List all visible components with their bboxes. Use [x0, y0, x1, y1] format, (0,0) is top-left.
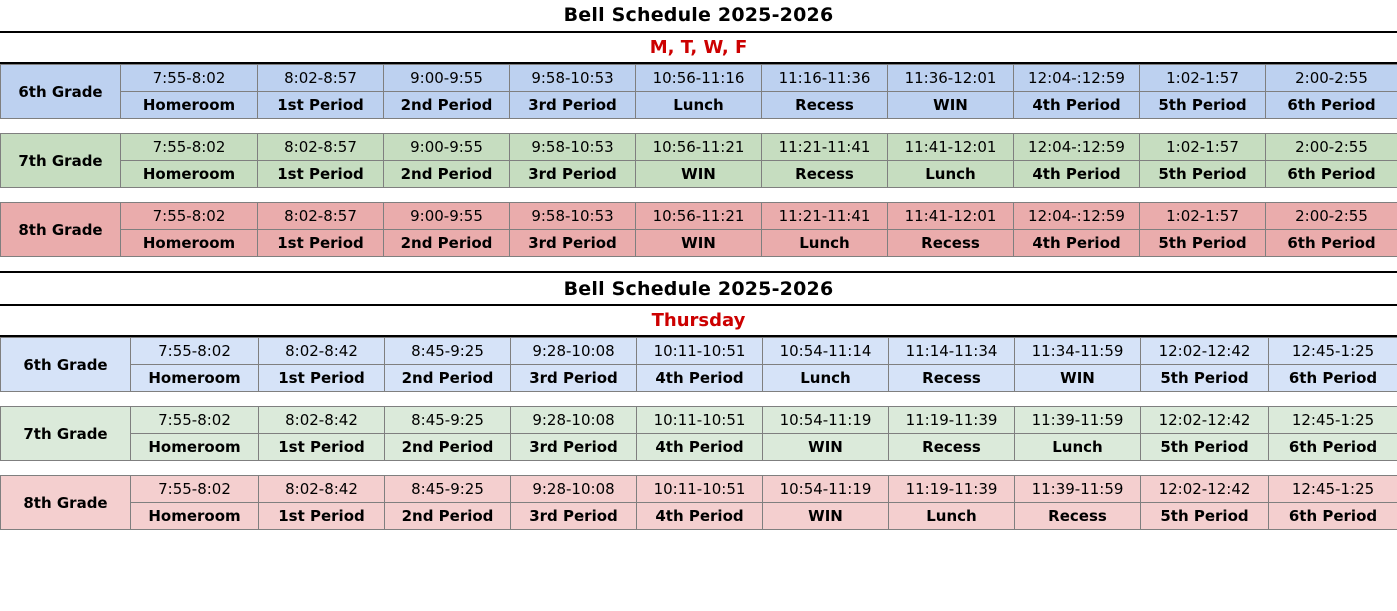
period-cell: 6th Period: [1269, 365, 1397, 392]
row-spacer: [1, 461, 1397, 476]
period-cell: Lunch: [636, 92, 762, 119]
time-cell: 9:00-9:55: [384, 65, 510, 92]
time-cell: 11:19-11:39: [889, 476, 1015, 503]
time-cell: 10:56-11:21: [636, 203, 762, 230]
time-cell: 7:55-8:02: [121, 134, 258, 161]
time-cell: 12:45-1:25: [1269, 407, 1397, 434]
page-title-1: Bell Schedule 2025-2026: [563, 4, 834, 26]
time-cell: 12:04-:12:59: [1014, 134, 1140, 161]
time-cell: 12:45-1:25: [1269, 476, 1397, 503]
period-cell: Homeroom: [131, 434, 259, 461]
time-cell: 8:02-8:42: [259, 338, 385, 365]
period-cell: Recess: [889, 365, 1015, 392]
time-cell: 1:02-1:57: [1140, 203, 1266, 230]
period-cell: WIN: [636, 161, 762, 188]
time-cell: 12:02-12:42: [1141, 476, 1269, 503]
period-cell: WIN: [636, 230, 762, 257]
time-cell: 9:58-10:53: [510, 65, 636, 92]
period-cell: WIN: [888, 92, 1014, 119]
time-cell: 11:41-12:01: [888, 203, 1014, 230]
period-cell: Homeroom: [121, 92, 258, 119]
time-cell: 9:58-10:53: [510, 134, 636, 161]
table-row: [1, 503, 1397, 530]
time-cell: 10:54-11:19: [763, 407, 889, 434]
period-cell: 4th Period: [637, 434, 763, 461]
table-row: [1, 230, 1397, 257]
period-cell: Recess: [762, 161, 888, 188]
time-cell: 1:02-1:57: [1140, 134, 1266, 161]
period-cell: Lunch: [888, 161, 1014, 188]
time-cell: 11:41-12:01: [888, 134, 1014, 161]
time-cell: 7:55-8:02: [121, 65, 258, 92]
table-row: [1, 65, 1397, 92]
time-cell: 9:58-10:53: [510, 203, 636, 230]
period-cell: 3rd Period: [510, 161, 636, 188]
time-cell: 12:45-1:25: [1269, 338, 1397, 365]
period-cell: 3rd Period: [510, 230, 636, 257]
time-cell: 12:02-12:42: [1141, 407, 1269, 434]
time-cell: 7:55-8:02: [121, 203, 258, 230]
period-cell: 3rd Period: [511, 434, 637, 461]
time-cell: 2:00-2:55: [1266, 203, 1397, 230]
period-cell: Recess: [762, 92, 888, 119]
period-cell: 2nd Period: [384, 230, 510, 257]
table-row: [1, 434, 1397, 461]
grade-label: 8th Grade: [1, 476, 131, 530]
schedule-table-1: [0, 64, 1397, 257]
table-row: [1, 161, 1397, 188]
period-cell: Lunch: [762, 230, 888, 257]
period-cell: WIN: [763, 503, 889, 530]
time-cell: 8:02-8:57: [258, 134, 384, 161]
time-cell: 9:28-10:08: [511, 338, 637, 365]
period-cell: 2nd Period: [385, 365, 511, 392]
time-cell: 8:45-9:25: [385, 338, 511, 365]
row-spacer: [1, 119, 1397, 134]
period-cell: Recess: [889, 434, 1015, 461]
period-cell: 5th Period: [1141, 365, 1269, 392]
period-cell: 2nd Period: [384, 92, 510, 119]
time-cell: 11:14-11:34: [889, 338, 1015, 365]
period-cell: 1st Period: [259, 365, 385, 392]
time-cell: 1:02-1:57: [1140, 65, 1266, 92]
period-cell: 3rd Period: [510, 92, 636, 119]
period-cell: 2nd Period: [385, 503, 511, 530]
period-cell: Lunch: [1015, 434, 1141, 461]
time-cell: 8:02-8:57: [258, 203, 384, 230]
grade-label: 6th Grade: [1, 338, 131, 392]
time-cell: 7:55-8:02: [131, 407, 259, 434]
period-cell: 6th Period: [1269, 434, 1397, 461]
table-row: [1, 338, 1397, 365]
period-cell: 6th Period: [1266, 92, 1397, 119]
time-cell: 11:39-11:59: [1015, 407, 1141, 434]
period-cell: 4th Period: [1014, 230, 1140, 257]
period-cell: 6th Period: [1266, 161, 1397, 188]
time-cell: 2:00-2:55: [1266, 65, 1397, 92]
period-cell: 3rd Period: [511, 503, 637, 530]
period-cell: Recess: [888, 230, 1014, 257]
time-cell: 9:00-9:55: [384, 203, 510, 230]
time-cell: 10:11-10:51: [637, 476, 763, 503]
period-cell: WIN: [763, 434, 889, 461]
period-cell: 6th Period: [1269, 503, 1397, 530]
schedule-section-2: [0, 273, 1397, 530]
period-cell: Homeroom: [121, 230, 258, 257]
time-cell: 9:28-10:08: [511, 407, 637, 434]
table-row: [1, 476, 1397, 503]
period-cell: WIN: [1015, 365, 1141, 392]
period-cell: 5th Period: [1141, 434, 1269, 461]
row-spacer: [1, 188, 1397, 203]
period-cell: Lunch: [763, 365, 889, 392]
period-cell: 2nd Period: [385, 434, 511, 461]
period-cell: Homeroom: [131, 503, 259, 530]
table-row: [1, 365, 1397, 392]
table-row: [1, 134, 1397, 161]
period-cell: 4th Period: [1014, 92, 1140, 119]
time-cell: 2:00-2:55: [1266, 134, 1397, 161]
period-cell: 5th Period: [1140, 92, 1266, 119]
time-cell: 9:00-9:55: [384, 134, 510, 161]
time-cell: 12:04-:12:59: [1014, 65, 1140, 92]
period-cell: Lunch: [889, 503, 1015, 530]
period-cell: 1st Period: [258, 92, 384, 119]
period-cell: 2nd Period: [384, 161, 510, 188]
time-cell: 11:21-11:41: [762, 203, 888, 230]
time-cell: 11:39-11:59: [1015, 476, 1141, 503]
grade-label: 7th Grade: [1, 407, 131, 461]
time-cell: 9:28-10:08: [511, 476, 637, 503]
time-cell: 11:21-11:41: [762, 134, 888, 161]
grade-label: 6th Grade: [1, 65, 121, 119]
period-cell: 1st Period: [259, 503, 385, 530]
time-cell: 8:45-9:25: [385, 476, 511, 503]
period-cell: 1st Period: [258, 230, 384, 257]
time-cell: 7:55-8:02: [131, 476, 259, 503]
schedule-section-1: [0, 0, 1397, 257]
time-cell: 10:54-11:19: [763, 476, 889, 503]
time-cell: 10:11-10:51: [637, 407, 763, 434]
period-cell: 1st Period: [258, 161, 384, 188]
grade-label: 7th Grade: [1, 134, 121, 188]
period-cell: 1st Period: [259, 434, 385, 461]
time-cell: 8:02-8:42: [259, 476, 385, 503]
time-cell: 10:56-11:16: [636, 65, 762, 92]
period-cell: 5th Period: [1140, 230, 1266, 257]
page-title-2: Bell Schedule 2025-2026: [563, 278, 834, 300]
time-cell: 10:56-11:21: [636, 134, 762, 161]
period-cell: 3rd Period: [511, 365, 637, 392]
row-spacer: [1, 392, 1397, 407]
period-cell: Recess: [1015, 503, 1141, 530]
schedule-table-2: [0, 337, 1397, 530]
time-cell: 8:45-9:25: [385, 407, 511, 434]
day-label-1: M, T, W, F: [649, 37, 748, 58]
time-cell: 11:36-12:01: [888, 65, 1014, 92]
time-cell: 12:04-:12:59: [1014, 203, 1140, 230]
time-cell: 7:55-8:02: [131, 338, 259, 365]
period-cell: 4th Period: [1014, 161, 1140, 188]
period-cell: 4th Period: [637, 365, 763, 392]
time-cell: 8:02-8:42: [259, 407, 385, 434]
period-cell: Homeroom: [131, 365, 259, 392]
grade-label: 8th Grade: [1, 203, 121, 257]
period-cell: Homeroom: [121, 161, 258, 188]
period-cell: 6th Period: [1266, 230, 1397, 257]
period-cell: 5th Period: [1141, 503, 1269, 530]
table-row: [1, 203, 1397, 230]
time-cell: 11:16-11:36: [762, 65, 888, 92]
time-cell: 11:19-11:39: [889, 407, 1015, 434]
day-label-2: Thursday: [651, 310, 746, 331]
period-cell: 5th Period: [1140, 161, 1266, 188]
period-cell: 4th Period: [637, 503, 763, 530]
time-cell: 8:02-8:57: [258, 65, 384, 92]
table-row: [1, 92, 1397, 119]
time-cell: 10:54-11:14: [763, 338, 889, 365]
time-cell: 10:11-10:51: [637, 338, 763, 365]
table-row: [1, 407, 1397, 434]
time-cell: 11:34-11:59: [1015, 338, 1141, 365]
time-cell: 12:02-12:42: [1141, 338, 1269, 365]
